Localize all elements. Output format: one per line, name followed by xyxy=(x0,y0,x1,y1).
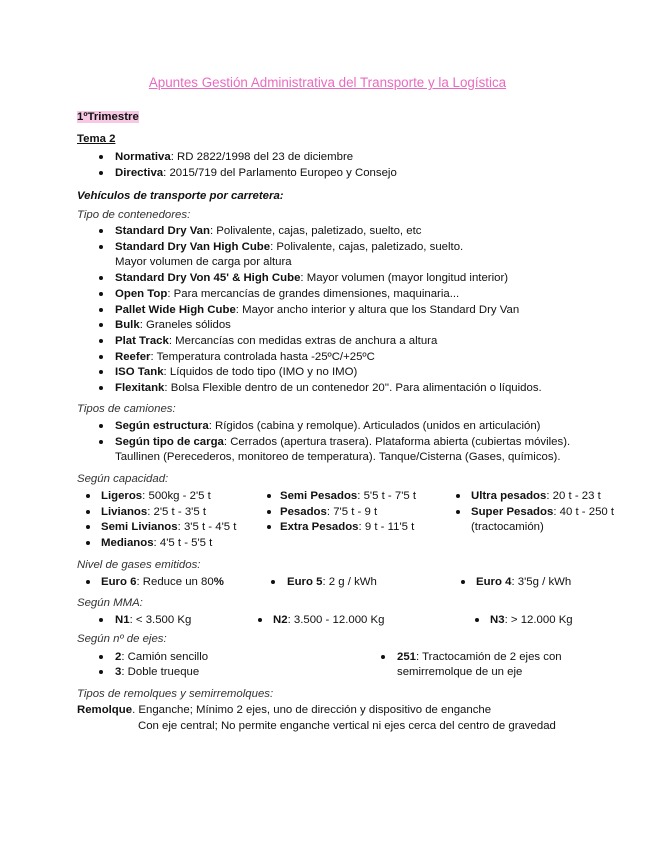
bullet-icon xyxy=(99,155,103,159)
bullet-icon xyxy=(99,276,103,280)
contenedor-item: Flexitank: Bolsa Flexible dentro de un contenedor 20''. Para alimentación o líquidos. xyxy=(115,382,542,394)
bullet-icon xyxy=(86,510,90,514)
remolque-line-2: Con eje central; No permite enganche vertical ni ejes cerca del centro de gravedad xyxy=(138,720,556,732)
remolque-line: Remolque. Enganche; Mínimo 2 ejes, uno de dirección y dispositivo de enganche xyxy=(77,704,492,716)
gases-item: Euro 6: Reduce un 80% xyxy=(101,576,224,588)
mma-item: N1: < 3.500 Kg xyxy=(115,614,192,626)
ejes-item: 251: Tractocamión de 2 ejes con xyxy=(397,651,562,663)
contenedor-item: Standard Dry Von 45' & High Cube: Mayor volumen (mayor longitud interior) xyxy=(115,272,509,284)
contenedor-item-cont: Mayor volumen de carga por altura xyxy=(115,256,292,268)
bullet-icon xyxy=(86,541,90,545)
vehiculos-heading: Vehículos de transporte por carretera: xyxy=(77,190,284,202)
bullet-icon xyxy=(271,580,275,584)
capacidad-item: Pesados: 7'5 t - 9 t xyxy=(280,506,378,518)
contenedor-item: Plat Track: Mercancías con medidas extras de anchura a altura xyxy=(115,335,438,347)
bullet-icon xyxy=(456,494,460,498)
capacidad-item: Semi Pesados: 5'5 t - 7'5 t xyxy=(280,490,417,502)
capacidad-item: Semi Livianos: 3'5 t - 4'5 t xyxy=(101,521,237,533)
bullet-icon xyxy=(99,245,103,249)
mma-heading: Según MMA: xyxy=(77,597,143,609)
bullet-icon xyxy=(461,580,465,584)
mma-item: N2: 3.500 - 12.000 Kg xyxy=(273,614,385,626)
bullet-icon xyxy=(456,510,460,514)
capacidad-item: Medianos: 4'5 t - 5'5 t xyxy=(101,537,213,549)
capacidad-item-cont: (tractocamión) xyxy=(471,521,544,533)
contenedor-item: Pallet Wide High Cube: Mayor ancho interior y altura que los Standard Dry Van xyxy=(115,304,520,316)
contenedor-item: Open Top: Para mercancías de grandes dimensiones, maquinaria... xyxy=(115,288,460,300)
trimestre-heading: 1ºTrimestre xyxy=(77,111,139,123)
bullet-icon xyxy=(99,670,103,674)
capacidad-item: Super Pesados: 40 t - 250 t xyxy=(471,506,615,518)
camion-item-cont: Taullinen (Perecederos, monitoreo de temperatura). Tanque/Cisterna (Gases, químicos). xyxy=(115,451,561,463)
capacidad-item: Livianos: 2'5 t - 3'5 t xyxy=(101,506,207,518)
camion-item: Según estructura: Rígidos (cabina y remolque). Articulados (unidos en articulación) xyxy=(115,420,541,432)
bullet-icon xyxy=(99,424,103,428)
ejes-heading: Según nº de ejes: xyxy=(77,633,167,645)
bullet-icon xyxy=(99,171,103,175)
bullet-icon xyxy=(381,655,385,659)
bullet-icon xyxy=(267,525,271,529)
bullet-icon xyxy=(99,308,103,312)
contenedor-item: ISO Tank: Líquidos de todo tipo (IMO y no IMO) xyxy=(115,366,358,378)
bullet-icon xyxy=(267,494,271,498)
ejes-item-cont: semirremolque de un eje xyxy=(397,666,523,678)
bullet-icon xyxy=(86,494,90,498)
gases-heading: Nivel de gases emitidos: xyxy=(77,559,201,571)
bullet-icon xyxy=(99,339,103,343)
bullet-icon xyxy=(86,525,90,529)
remolques-heading: Tipos de remolques y semirremolques: xyxy=(77,688,274,700)
camiones-heading: Tipos de camiones: xyxy=(77,403,176,415)
tema-item-directiva: Directiva: 2015/719 del Parlamento Europeo y Consejo xyxy=(115,167,397,179)
contenedor-item: Bulk: Graneles sólidos xyxy=(115,319,231,331)
bullet-icon xyxy=(99,618,103,622)
bullet-icon xyxy=(99,323,103,327)
gases-item: Euro 5: 2 g / kWh xyxy=(287,576,377,588)
mma-item: N3: > 12.000 Kg xyxy=(490,614,573,626)
ejes-item: 3: Doble trueque xyxy=(115,666,200,678)
contenedor-item: Standard Dry Van: Polivalente, cajas, paletizado, suelto, etc xyxy=(115,225,422,237)
bullet-icon xyxy=(99,229,103,233)
gases-item: Euro 4: 3'5g / kWh xyxy=(476,576,572,588)
page-title: Apuntes Gestión Administrativa del Transporte y la Logística xyxy=(148,75,507,90)
bullet-icon xyxy=(99,370,103,374)
bullet-icon xyxy=(258,618,262,622)
bullet-icon xyxy=(99,655,103,659)
tema-heading: Tema 2 xyxy=(77,133,116,145)
bullet-icon xyxy=(99,440,103,444)
capacidad-item: Extra Pesados: 9 t - 11'5 t xyxy=(280,521,415,533)
camion-item: Según tipo de carga: Cerrados (apertura trasera). Plataforma abierta (cubiertas móviles). xyxy=(115,436,571,448)
capacidad-item: Ligeros: 500kg - 2'5 t xyxy=(101,490,211,502)
ejes-item: 2: Camión sencillo xyxy=(115,651,209,663)
bullet-icon xyxy=(475,618,479,622)
bullet-icon xyxy=(99,355,103,359)
tema-item-normativa: Normativa: RD 2822/1998 del 23 de diciembre xyxy=(115,151,354,163)
contenedores-heading: Tipo de contenedores: xyxy=(77,209,191,221)
capacidad-heading: Según capacidad: xyxy=(77,473,169,485)
capacidad-item: Ultra pesados: 20 t - 23 t xyxy=(471,490,601,502)
bullet-icon xyxy=(99,386,103,390)
contenedor-item: Standard Dry Van High Cube: Polivalente, cajas, paletizado, suelto. xyxy=(115,241,464,253)
bullet-icon xyxy=(267,510,271,514)
contenedor-item: Reefer: Temperatura controlada hasta -25ºC/+25ºC xyxy=(115,351,375,363)
bullet-icon xyxy=(99,292,103,296)
bullet-icon xyxy=(86,580,90,584)
